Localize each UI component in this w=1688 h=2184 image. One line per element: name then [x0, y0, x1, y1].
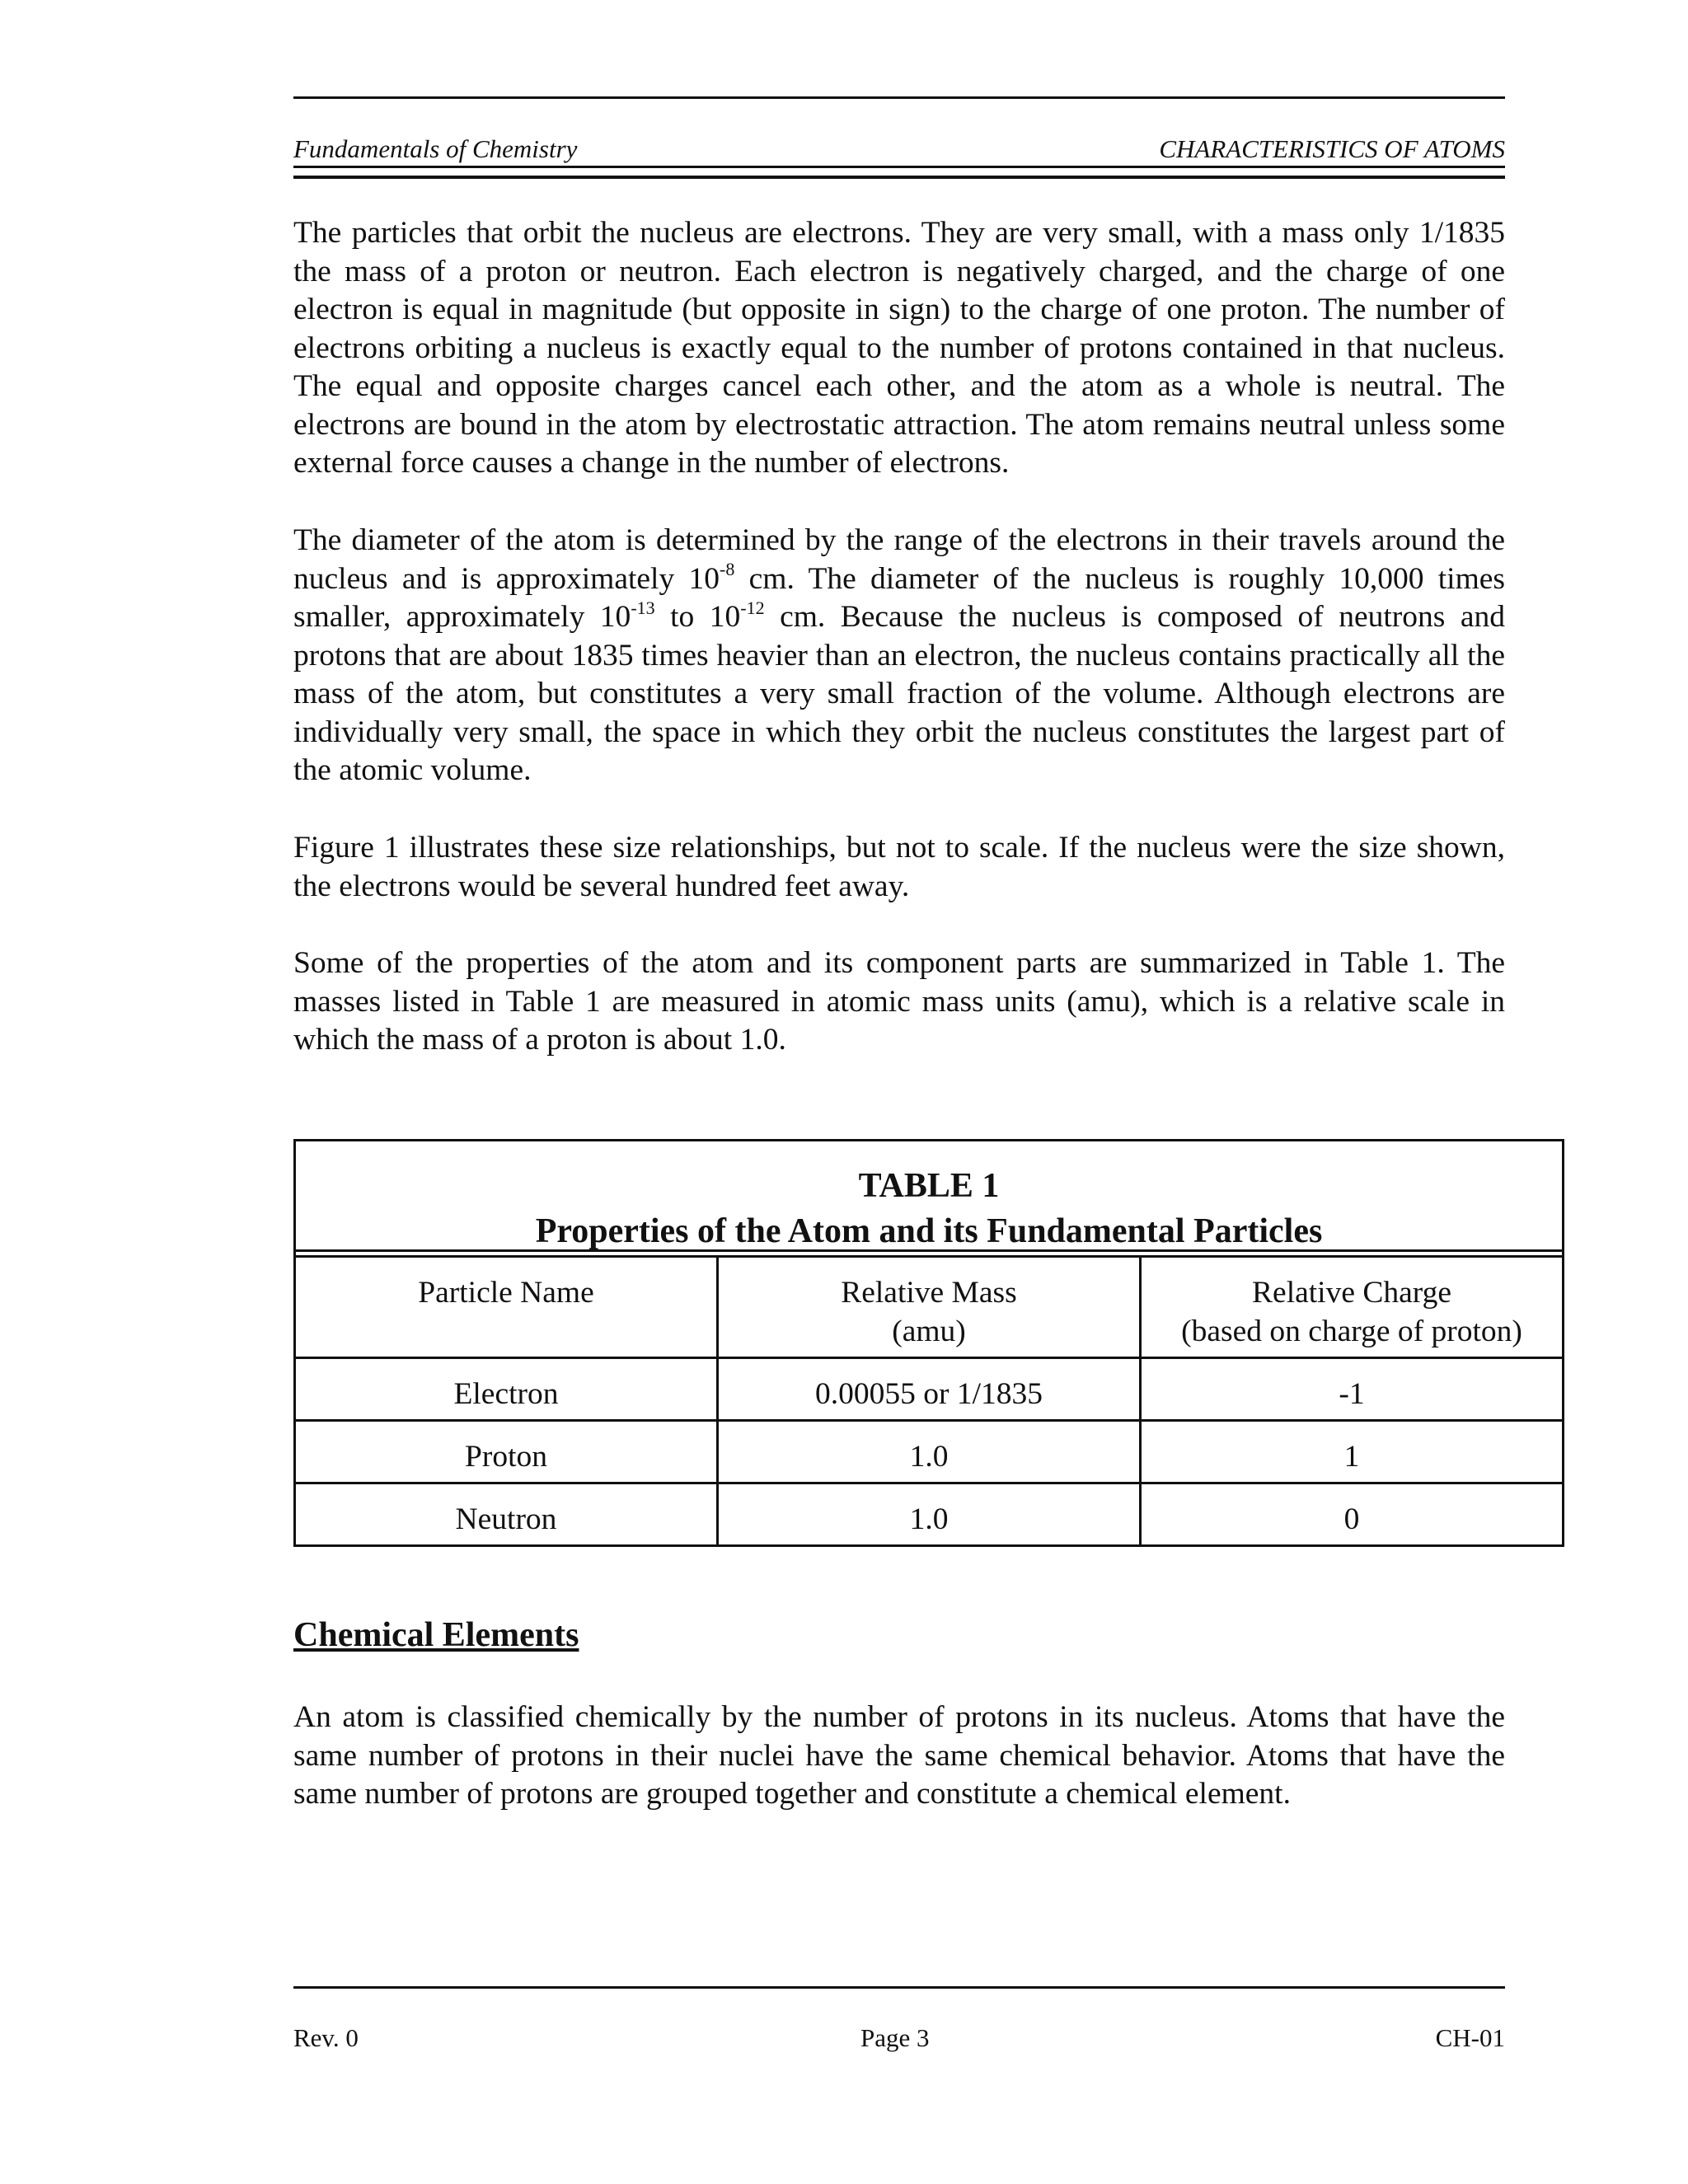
header-bottom-rule-second	[293, 176, 1505, 179]
footer-module-code: CH-01	[1435, 2023, 1505, 2052]
paragraph-atom-diameter-text-2: cm. The diameter of the nucleus is roughly 10,000 times smaller, approximately 10	[293, 561, 1505, 634]
table-cell: Proton	[296, 1422, 719, 1482]
table-cell: 1.0	[719, 1422, 1142, 1482]
paragraph-table-reference: Some of the properties of the atom and its component parts are summarized in Table 1. The masses listed in Table 1 are measured in atomic mass units (amu), which is a relative scale in which the mass of a proton is about 1.0.	[293, 946, 1505, 1057]
table-row	[296, 1422, 1562, 1484]
table-grid	[296, 1255, 1562, 1544]
header-relative-mass-unit: (amu)	[892, 1314, 966, 1348]
paragraph-atom-diameter	[293, 522, 1505, 790]
header-particle-name: Particle Name	[418, 1276, 594, 1310]
paragraph-electrons: The particles that orbit the nucleus are electrons. They are very small, with a mass only 1/1835 the mass of a proton or neutron. Each electron is negatively charged, and the charge of one electron is equal in magnitude (but opposite in sign) to the charge of one proton. The number of electrons orbiting a nucleus is exactly equal to the number of protons contained in that nucleus. The equal and opposite charges cancel each other, and the atom as a whole is neutral. The electrons are bound in the atom by electrostatic attraction. The atom remains neutral unless some external force causes a change in the number of electrons.	[293, 216, 1505, 480]
paragraph-atom-diameter-text-3: to 10	[654, 600, 741, 634]
table-header-cell	[296, 1258, 719, 1357]
table-row	[296, 1359, 1562, 1422]
table-cell: Neutron	[296, 1484, 719, 1544]
table-header-cell	[1142, 1258, 1562, 1357]
header-chapter-title: CHARACTERISTICS OF ATOMS	[1159, 134, 1505, 163]
paragraph-figure-reference: Figure 1 illustrates these size relationships, but not to scale. If the nucleus were the size shown, the electrons would be several hundred feet away.	[293, 831, 1505, 903]
paragraph-atom-diameter-text-4: cm. Because the nucleus is composed of neutrons and protons that are about 1835 times heavier than an electron, the nucleus contains practically all the mass of the atom, but constitutes a very small fraction of the volume. Although electrons are individually very small, the space in which they orbit the nucleus constitutes the largest part of the atomic volume.	[293, 600, 1505, 787]
header-bottom-rule	[293, 166, 1505, 168]
table-cell: 1.0	[719, 1484, 1142, 1544]
header-relative-mass: Relative Mass	[841, 1276, 1017, 1310]
table-caption: Properties of the Atom and its Fundamental Particles	[535, 1212, 1323, 1250]
footer-page-number: Page 3	[860, 2023, 930, 2052]
header-document-title: Fundamentals of Chemistry	[293, 134, 578, 163]
table-header-cell	[719, 1258, 1142, 1357]
table-cell: 1	[1343, 1440, 1360, 1474]
exponent-1: -8	[720, 559, 735, 579]
footer-revision: Rev. 0	[293, 2023, 359, 2052]
table-row	[296, 1484, 1562, 1544]
table-cell: 0.00055 or 1/1835	[719, 1359, 1142, 1419]
footer-rule	[293, 1986, 1505, 1989]
header-relative-charge-note: (based on charge of proton)	[1181, 1314, 1522, 1348]
table-cell: -1	[1339, 1377, 1365, 1411]
table-title	[296, 1141, 1562, 1252]
header-relative-charge: Relative Charge	[1252, 1276, 1451, 1310]
exponent-3: -12	[740, 597, 765, 618]
paragraph-atom-diameter-text-1: The diameter of the atom is determined by the range of the electrons in their travels around the nucleus and is approximately 10	[293, 523, 1505, 596]
properties-table	[293, 1139, 1564, 1547]
section-heading-chemical-elements: Chemical Elements	[293, 1616, 579, 1654]
exponent-2: -13	[631, 597, 655, 618]
header-top-rule	[293, 96, 1505, 99]
table-cell: Electron	[296, 1359, 719, 1419]
table-header-row	[296, 1258, 1562, 1359]
table-number: TABLE 1	[858, 1167, 1000, 1205]
paragraph-chemical-elements: An atom is classified chemically by the number of protons in its nucleus. Atoms that have the same number of protons in their nuclei have the same chemical behavior. Atoms that have the same number of protons are grouped together and constitute a chemical element.	[293, 1700, 1505, 1811]
table-cell: 0	[1343, 1502, 1360, 1536]
